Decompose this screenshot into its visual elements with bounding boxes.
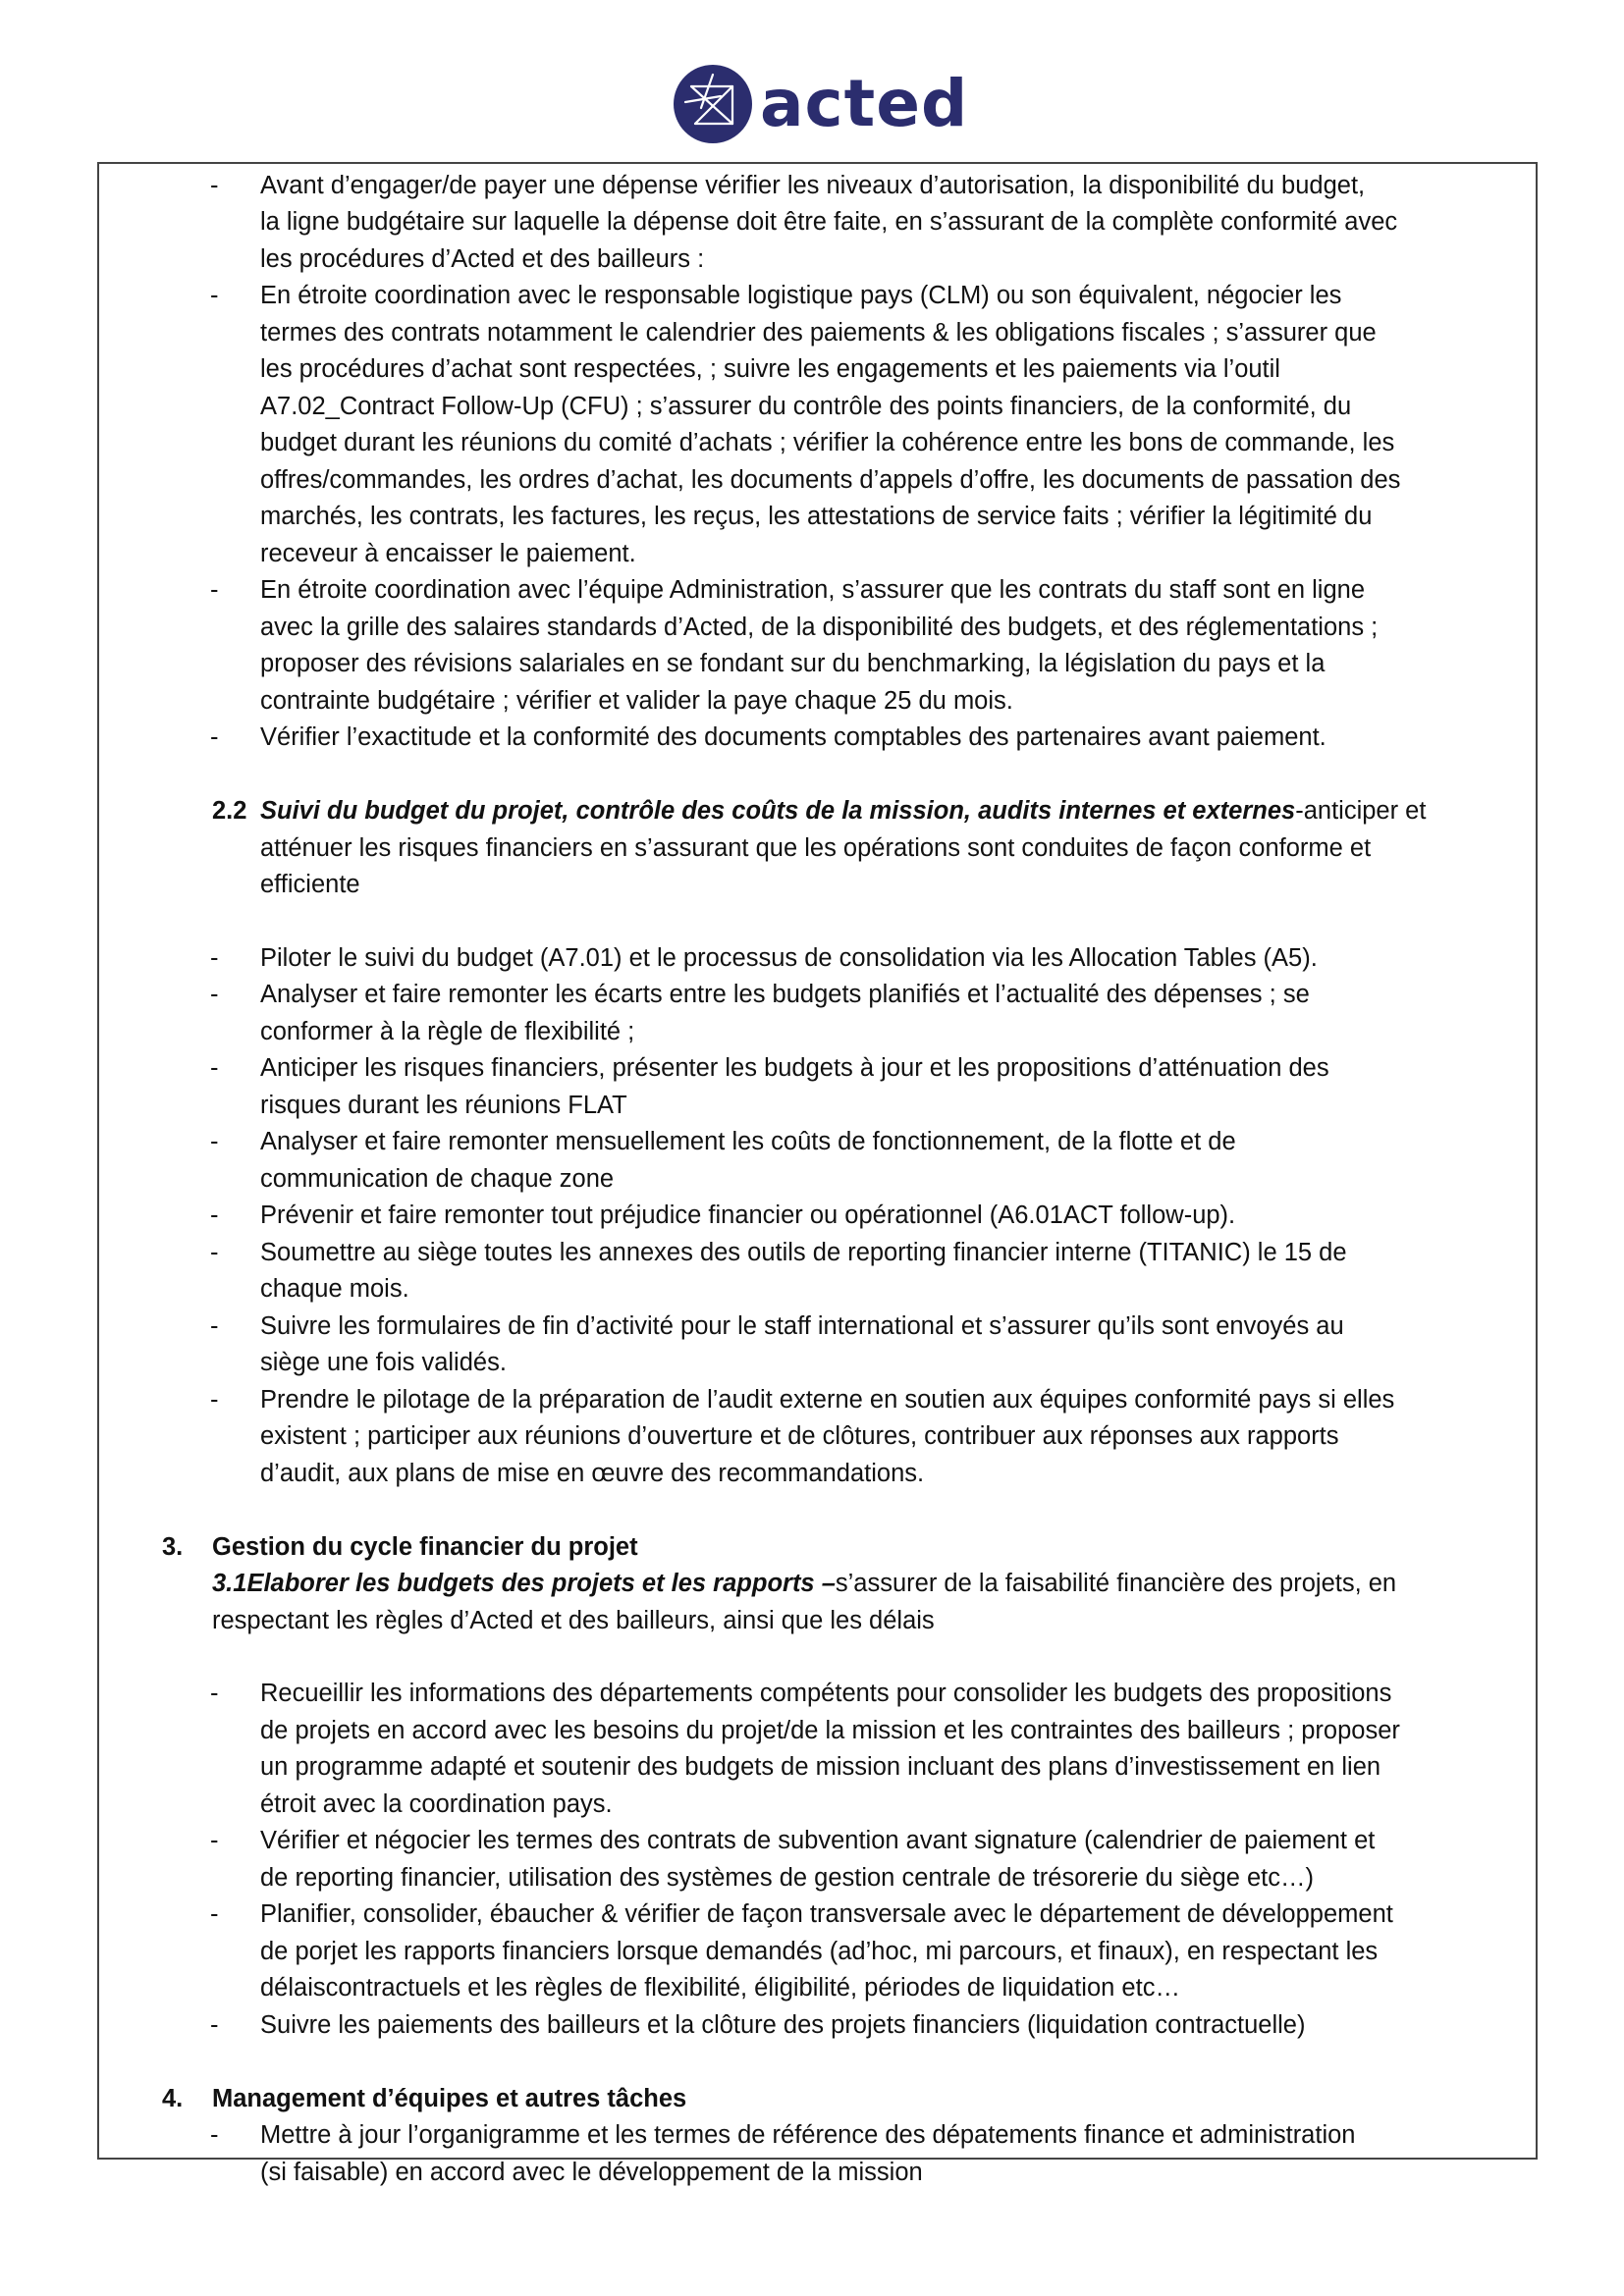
section-3-number: 3. [162,1533,184,1561]
text-line: risques durant les réunions FLAT [260,1092,627,1119]
text-line: Prendre le pilotage de la préparation de l’audit externe en soutien aux équipes conformité pays si elles [260,1386,1395,1414]
bullet-dash: - [210,576,219,604]
text-line: receveur à encaisser le paiement. [260,540,636,567]
text-line: Suivre les paiements des bailleurs et la clôture des projets financiers (liquidation contractuelle) [260,2011,1306,2039]
section-4-title: Management d’équipes et autres tâches [212,2085,687,2112]
text-line: chaque mois. [260,1275,409,1303]
text-line: un programme adapté et soutenir des budgets de mission incluant des plans d’investissement en lien [260,1753,1381,1781]
section-2-2-line2: atténuer les risques financiers en s’assurant que les opérations sont conduites de façon conforme et [260,834,1372,862]
text-line: proposer des révisions salariales en se fondant sur du benchmarking, la législation du pays et la [260,650,1326,677]
section-3-1-heading [212,1566,1396,1603]
bullet-dash: - [210,1128,219,1155]
text-line: budget durant les réunions du comité d’achats ; vérifier la cohérence entre les bons de commande, les [260,429,1395,456]
bullet-dash: - [210,1900,219,1928]
section-2-2-rest: -anticiper et [1295,797,1427,825]
text-line: termes des contrats notamment le calendrier des paiements & les obligations fiscales ; s’assurer que [260,319,1377,347]
section-2-2-number: 2.2 [212,797,247,825]
text-line: A7.02_Contract Follow-Up (CFU) ; s’assurer du contrôle des points financiers, de la conformité, du [260,393,1352,420]
text-line: existent ; participer aux réunions d’ouverture et de clôtures, contribuer aux réponses aux rapports [260,1422,1339,1450]
bullet-dash: - [210,1312,219,1340]
text-line: offres/commandes, les ordres d’achat, les documents d’appels d’offre, les documents de passation des [260,466,1401,494]
bullet-dash: - [210,1201,219,1229]
bullet-dash: - [210,2121,219,2149]
bullet-dash: - [210,1386,219,1414]
text-line: Analyser et faire remonter les écarts entre les budgets planifiés et l’actualité des dépenses ; se [260,981,1310,1008]
bullet-dash: - [210,172,219,199]
bullet-dash: - [210,1239,219,1266]
text-line: avec la grille des salaires standards d’Acted, de la disponibilité des budgets, et des réglementations ; [260,614,1379,641]
text-line: Prévenir et faire remonter tout préjudice financier ou opérationnel (A6.01ACT follow-up). [260,1201,1236,1229]
bullet-dash: - [210,723,219,751]
acted-logo [672,61,969,147]
text-line: Avant d’engager/de payer une dépense vérifier les niveaux d’autorisation, la disponibilité du budget, [260,172,1366,199]
text-line: Planifier, consolider, ébaucher & vérifier de façon transversale avec le département de développement [260,1900,1393,1928]
section-2-2-heading [260,793,1426,830]
text-line: Anticiper les risques financiers, présenter les budgets à jour et les propositions d’atténuation des [260,1054,1329,1082]
section-4-number: 4. [162,2085,184,2112]
text-line: En étroite coordination avec l’équipe Administration, s’assurer que les contrats du staff sont en ligne [260,576,1366,604]
bullet-dash: - [210,2011,219,2039]
bullet-dash: - [210,981,219,1008]
text-line: délaiscontractuels et les règles de flexibilité, éligibilité, périodes de liquidation etc… [260,1974,1180,2002]
text-line: Recueillir les informations des départements compétents pour consolider les budgets des propositions [260,1680,1392,1707]
text-line: contrainte budgétaire ; vérifier et valider la paye chaque 25 du mois. [260,687,1013,715]
section-2-2-line3: efficiente [260,871,360,898]
text-line: Vérifier l’exactitude et la conformité des documents comptables des partenaires avant paiement. [260,723,1326,751]
bullet-dash: - [210,1680,219,1707]
text-line: Piloter le suivi du budget (A7.01) et le processus de consolidation via les Allocation Tables (A5). [260,944,1318,972]
text-line: Mettre à jour l’organigramme et les termes de référence des dépatements finance et administration [260,2121,1356,2149]
text-line: marchés, les contrats, les factures, les reçus, les attestations de service faits ; vérifier la légitimité du [260,503,1373,530]
text-line: (si faisable) en accord avec le développement de la mission [260,2159,923,2186]
bullet-dash: - [210,1827,219,1854]
bullet-dash: - [210,282,219,309]
logo-wordmark: acted [760,66,969,141]
section-3-1-line2: respectant les règles d’Acted et des bailleurs, ainsi que les délais [212,1607,935,1634]
text-line: Soumettre au siège toutes les annexes des outils de reporting financier interne (TITANIC) le 15 de [260,1239,1347,1266]
text-line: de porjet les rapports financiers lorsque demandés (ad’hoc, mi parcours, et finaux), en respectant les [260,1938,1379,1965]
bullet-dash: - [210,1054,219,1082]
section-3-title: Gestion du cycle financier du projet [212,1533,638,1561]
text-line: de projets en accord avec les besoins du projet/de la mission et les contraintes des bailleurs ; proposer [260,1717,1400,1744]
text-line: les procédures d’Acted et des bailleurs : [260,245,705,273]
text-line: d’audit, aux plans de mise en œuvre des recommandations. [260,1460,925,1487]
text-line: Vérifier et négocier les termes des contrats de subvention avant signature (calendrier de paiement et [260,1827,1376,1854]
text-line: la ligne budgétaire sur laquelle la dépense doit être faite, en s’assurant de la complète conformité avec [260,208,1398,236]
text-line: étroit avec la coordination pays. [260,1790,613,1818]
bullet-dash: - [210,944,219,972]
text-line: de reporting financier, utilisation des systèmes de gestion centrale de trésorerie du siège etc…) [260,1864,1314,1892]
section-3-1-title: 3.1Elaborer les budgets des projets et les rapports – [212,1570,836,1597]
text-line: conformer à la règle de flexibilité ; [260,1018,635,1045]
section-2-2-title: Suivi du budget du projet, contrôle des coûts de la mission, audits internes et externes [260,797,1296,825]
acted-emblem-icon [672,63,754,145]
text-line: siège une fois validés. [260,1349,507,1376]
text-line: Suivre les formulaires de fin d’activité pour le staff international et s’assurer qu’ils sont envoyés au [260,1312,1344,1340]
text-line: En étroite coordination avec le responsable logistique pays (CLM) ou son équivalent, négocier les [260,282,1342,309]
text-line: les procédures d’achat sont respectées, ; suivre les engagements et les paiements via l’outil [260,355,1280,383]
text-line: communication de chaque zone [260,1165,615,1193]
section-3-1-rest: s’assurer de la faisabilité financière des projets, en [835,1570,1397,1597]
text-line: Analyser et faire remonter mensuellement les coûts de fonctionnement, de la flotte et de [260,1128,1236,1155]
